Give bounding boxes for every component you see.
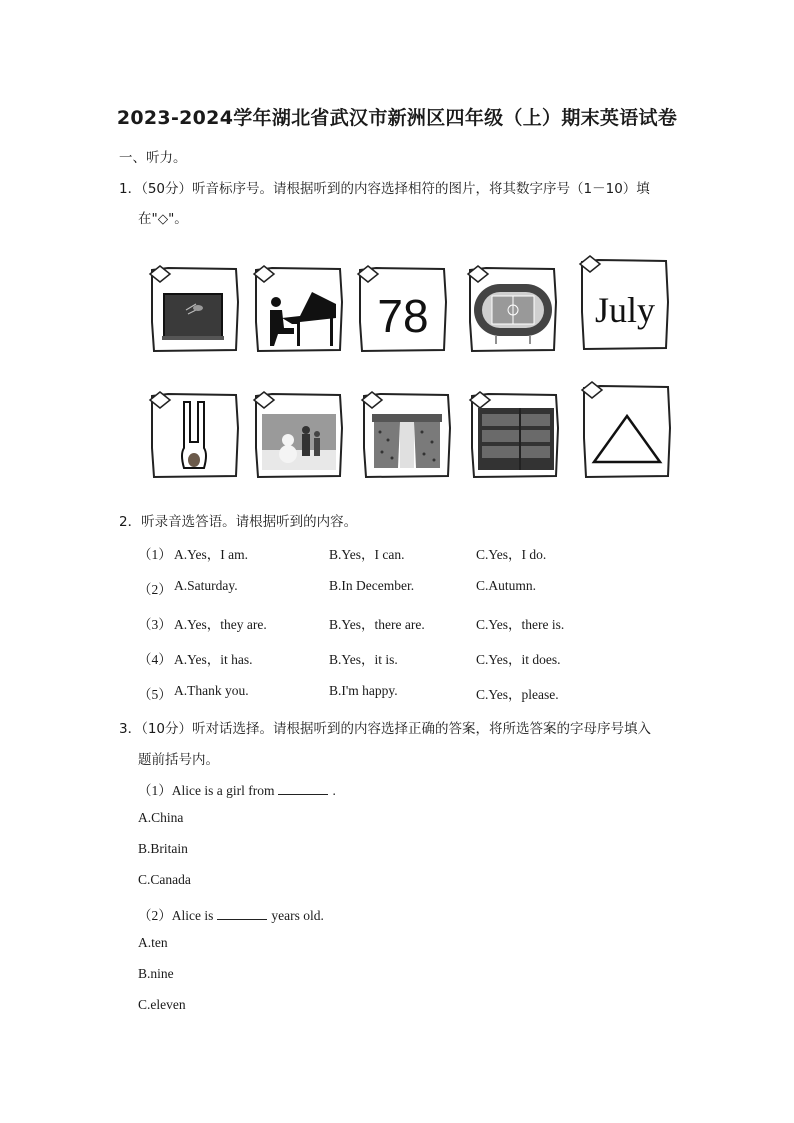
q3-instruction-line2: 题前括号内。 <box>138 752 219 768</box>
page-title: 2023-2024学年湖北省武汉市新洲区四年级（上）期末英语试卷 <box>116 107 678 129</box>
q3-instruction-line1: 3．（10分）听对话选择。请根据听到的内容选择正确的答案，将所选答案的字母序号填入 <box>119 721 652 737</box>
q2-item-1-number: （1） <box>138 547 172 562</box>
q3-sub2-option-b: B.nine <box>138 966 174 981</box>
q3-sub1-option-c: C.Canada <box>138 872 191 887</box>
q3-sub1-text: Alice is a girl from <box>171 783 275 798</box>
q3-sub2-number: （2） <box>138 908 172 923</box>
q2-item-4-option-a: A.Yes，it has. <box>174 652 253 667</box>
q3-sub1-number: （1） <box>138 783 172 798</box>
answer-blank <box>217 907 267 920</box>
picture-month-text: July <box>594 290 656 330</box>
picture-card-triangle <box>580 378 672 470</box>
q1-instruction-line1: 1．（50分）听音标序号。请根据听到的内容选择相符的图片，将其数字序号（1－10）填 <box>119 181 650 197</box>
q2-item-1-option-a: A.Yes，I am. <box>174 547 249 562</box>
q2-item-5-option-b: B.I'm happy. <box>329 683 398 698</box>
q2-item-3-option-c: C.Yes，there is. <box>476 617 565 632</box>
q2-item-4-option-c: C.Yes，it does. <box>476 652 561 667</box>
q2-item-5-option-a: A.Thank you. <box>174 683 249 698</box>
q3-sub1-stem <box>138 779 336 799</box>
q2-item-2-option-b: B.In December. <box>329 578 415 593</box>
q2-item-4-option-b: B.Yes，it is. <box>329 652 398 667</box>
q3-sub2-text: Alice is <box>171 908 214 923</box>
picture-card-snowman <box>252 388 344 480</box>
q2-item-3-number: （3） <box>138 617 172 632</box>
q2-item-1-option-b: B.Yes，I can. <box>329 547 405 562</box>
picture-card-blackboard <box>148 262 240 354</box>
answer-blank <box>278 782 328 795</box>
q3-sub1-option-a: A.China <box>138 810 184 825</box>
q3-sub2-option-c: C.eleven <box>138 997 186 1012</box>
q2-item-2-number: （2） <box>138 582 172 597</box>
q2-item-2-option-c: C.Autumn. <box>476 578 537 593</box>
q2-item-4-number: （4） <box>138 652 172 667</box>
q2-item-3-option-b: B.Yes，there are. <box>329 617 425 632</box>
q3-sub2-option-a: A.ten <box>138 935 168 950</box>
picture-card-piano <box>252 262 344 354</box>
q2-item-5-option-c: C.Yes，please. <box>476 687 559 702</box>
q3-sub1-option-b: B.Britain <box>138 841 188 856</box>
picture-card-playground <box>466 262 558 354</box>
q3-sub2-stem <box>138 904 324 924</box>
picture-card-month <box>578 252 670 344</box>
picture-card-rabbit <box>148 388 240 480</box>
q2-item-1-option-c: C.Yes，I do. <box>476 547 547 562</box>
picture-card-bookshelf <box>468 388 560 480</box>
picture-card-curtains <box>360 388 452 480</box>
q3-sub1-end: . <box>332 783 336 798</box>
q2-instruction: 2．听录音选答语。请根据听到的内容。 <box>119 514 358 530</box>
picture-card-number <box>356 262 448 354</box>
q1-instruction-line2: 在"◇"。 <box>138 211 188 227</box>
q3-sub2-end: years old. <box>271 908 324 923</box>
q2-item-3-option-a: A.Yes，they are. <box>174 617 267 632</box>
section-heading-listening: 一、听力。 <box>119 150 187 166</box>
q2-item-5-number: （5） <box>138 687 172 702</box>
q2-item-2-option-a: A.Saturday. <box>174 578 238 593</box>
picture-number-text: 78 <box>377 290 429 342</box>
